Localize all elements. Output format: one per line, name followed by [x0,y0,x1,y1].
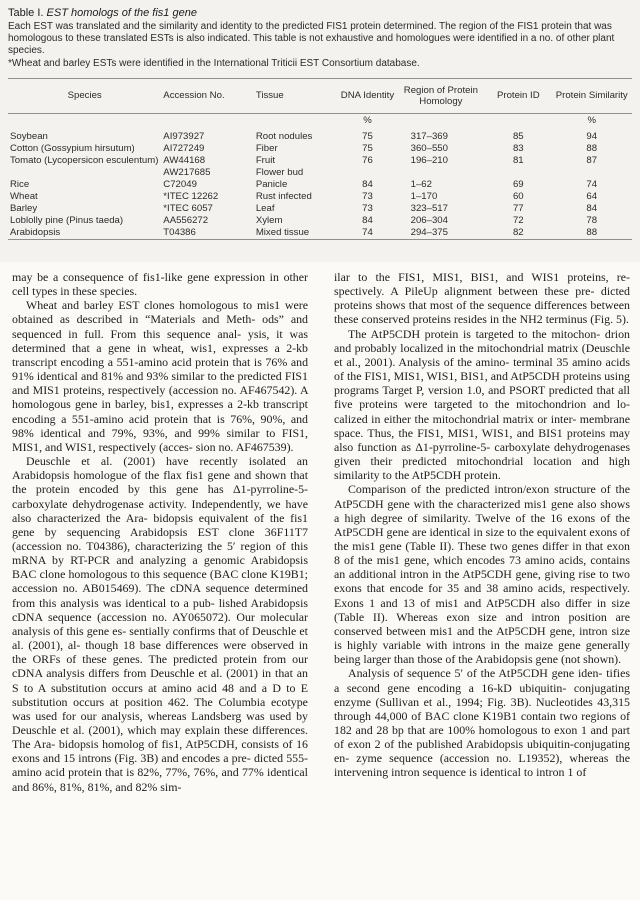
text-line: size to the equivalent exons of the mis1 gene (Table [334,524,631,553]
table-cell [552,167,633,179]
table-cell: 85 [512,130,524,142]
text-line: cDNA analysis differs from Deuschle et al. (2001) in [12,666,272,681]
text-line: drion and probably localized in the mitochondrial [334,326,630,355]
text-line: II). These two genes differ in that exon 8 of the mis1 [334,538,630,568]
table-cell: 88 [552,227,633,240]
col-header-protein-id: Protein ID [485,78,551,113]
text-line: intervening intron sequence is identical to intron 1 of [334,765,587,780]
text-line: proteins were targeted to the mitochondrion and lo- [359,397,630,412]
table-title-prefix: Table I. [8,7,44,19]
text-line: ORFs of these genes. The predicted protein from our [32,652,308,667]
text-line: 76%, 90%, and 98% identical and 79%, 93%, and 99% [12,411,309,440]
text-line: Arabidopsis EST clone 36F11T7 (accession no. [12,524,308,553]
text-line: gene, which encodes 73 amino acids, contains an [334,553,630,582]
table-cell [8,167,161,179]
text-line: sentially confirms that of Deuschle et al. (2001), al- [12,623,308,653]
table-cell: % [587,114,597,126]
table-cell: 196–210 [410,154,448,166]
table-cell [397,167,486,179]
text-line: of the 16 exons of the AtP5CDH gene are identical in [334,510,630,539]
text-line: gene also shows a high degree of similarity. Twelve [334,496,630,525]
text-line: Arabidopsis homologue of the flax fis1 gene and [12,468,252,483]
table-cell: 74 [338,227,396,240]
text-line: ysis, it was determined that a gene in wheat, wis1, [12,326,308,355]
table-cell: T04386 [161,227,254,240]
table-cell: Fiber [255,142,278,154]
table-cell [338,167,396,179]
table-cell: 1–62 [410,178,432,190]
table-cell: Leaf [255,202,275,214]
text-line: (2001), which may explain these differences. The Ara- [12,723,308,752]
table-cell: 317–369 [410,130,448,142]
text-line: two exons that encode for 35 and 38 amino acids, [334,567,630,596]
table-cell [161,113,254,131]
table-cell: 73 [362,202,373,214]
table-cell: Rust infected [255,190,312,202]
text-line: T04386), characterizing the 5′ region of this mRNA [12,538,308,568]
table-cell: 294–375 [397,227,486,240]
text-line: spectively. A PileUp alignment between these pre- [334,284,595,299]
text-line: dicted 555-amino acid protein that is 82%, 77%, 76%, [12,751,308,780]
table-row [8,215,632,227]
text-line: determined from this analysis was identical to a pub- [12,581,308,610]
table-cell [397,113,486,131]
text-line: those of the Arabidopsis gene (not shown). [417,652,622,667]
table-cell: *ITEC 6057 [163,202,213,214]
text-line: Analysis of sequence 5′ of the AtP5CDH gene iden- [348,666,603,681]
text-line: and a D to E substitution occurs at position 462. The [12,680,309,709]
table-row [8,179,632,191]
table-cell: 76 [362,154,373,166]
table-row [8,143,632,155]
table-cell: 88 [586,142,598,154]
table-row [8,191,632,203]
text-line: also differ in size (Table II). Whereas exon size and [334,595,630,624]
text-line: differences between these conserved proteins resides [334,298,630,327]
table-cell: AW217685 [163,166,211,178]
text-line: BIS1 proteins may also function as Δ1-pyrroline-5- [334,425,630,454]
text-line: calized in either the mitochondrial matrix or inter- [334,411,577,426]
text-line: that an S to A substitution occurs at amino acid 48 [12,666,308,695]
text-line: Δ1-pyrroline-5-carboxylate dehydrogenase activity. [12,482,308,511]
text-line: expresses a 2-kb transcript encoding a 551-amino [12,340,308,369]
text-line: of the AtP5CDH gene with the characterized mis1 [334,482,630,511]
text-line: whereas Landsberg was used by Deuschle et al. [12,708,308,737]
table-cell: 77 [512,202,524,214]
table-cell: 81 [512,154,524,166]
table-cell: 206–304 [410,214,448,226]
text-line: dicted proteins shows that most of the sequence [334,284,630,313]
text-line: ilar to the FIS1, MIS1, BIS1, and WIS1 proteins, re- [334,270,630,284]
text-line: BIS1, and AtP5CDH proteins using programs Target [334,369,630,398]
table-cell: Panicle [255,178,288,190]
text-line: P, version 1.0, and PSORT predicted that all five [334,383,630,412]
text-line: zyme sequence (accession no. L19352), whereas the [356,751,630,766]
text-line: by RT-PCR and analyzing a genomic Arabidopsis [52,553,308,568]
text-line: published Arabidopsis ubiquitin-conjugating en- [334,737,630,766]
table-cell: 360–550 [410,142,448,154]
text-line: sion no. AF467539). [195,439,294,454]
table-cell: 64 [586,190,598,202]
table-cell: 78 [586,214,598,226]
text-line: introns in the maize gene generally being larger than [334,638,630,667]
text-line: Nucleotides 43,315 through 44,000 of BAC clone [334,694,630,723]
table-cell: 82 [485,227,551,240]
text-line: The AtP5CDH protein is targeted to the mitochon- [348,326,601,341]
text-line: though 18 base differences were observed in the [12,638,308,667]
text-line: conjugating enzyme (Sullivan et al., 1994; Fig. 3B). [334,680,630,709]
text-line: lished Arabidopsis cDNA sequence (accession no. [12,595,308,624]
table-cell: AA556272 [163,214,209,226]
table-row [8,131,632,143]
text-line: tifies a second gene encoding a 16-kD ubiquitin- [334,666,630,695]
paragraph [334,327,630,483]
text-line: additional intron in the AtP5CDH gene, giving rise to [348,567,609,582]
text-line: acid protein that is 76% and 91% identical and 81% [12,354,309,384]
text-line: similar to FIS1, MIS1, and WIS1, respectively (acces- [12,425,308,454]
table-row [8,203,632,215]
table-row [8,227,632,240]
table-cell: Soybean [10,130,48,142]
text-line: bidopsis equivalent of the fis1 gene by sequencing [12,510,308,539]
table-cell: 1–170 [410,190,438,202]
text-line: transcript encoding a 551-amino acid protein that is [12,397,308,426]
col-header-tissue: Tissue [254,78,338,113]
col-header-accession: Accession No. [161,78,254,113]
table-cell: Fruit [255,154,275,166]
table-cell: Mixed tissue [254,227,338,240]
table-cell: 69 [512,178,524,190]
table-1 [0,0,640,262]
table-cell: 323–517 [410,202,448,214]
table-cell: 83 [512,142,524,154]
text-line: shown that the protein encoded by this gene has [12,468,308,497]
right-column [334,270,630,780]
table-cell [485,113,551,131]
table-cell: Xylem [255,214,283,226]
text-line: other cell types in these species. [12,270,308,299]
text-line: intron position are conserved between mis1 and the [334,609,630,638]
table-cell: Barley [10,202,38,214]
col-header-species: Species [8,78,161,113]
table-title [8,6,632,20]
table-cell: 74 [586,178,598,190]
text-line: in the NH2 terminus (Fig. 5). [489,312,629,327]
paragraph [12,454,308,794]
table-cell: 84 [362,178,373,190]
text-line: K19B1 contain two regions of 182 and 28 bp that are [334,708,630,737]
table-caption-line: homologous to these translated ESTs is also indicated. This table is not exhaustive and homologues were identified in a no. of other plant species. [8,33,615,57]
text-line: may be a consequence of fis1-like gene expression in [12,270,279,284]
text-line: 100% homologous to exon 1 and part of exon 2 of the [334,723,630,752]
table-cell: Loblolly pine (Pinus taeda) [10,214,124,226]
text-line: homologous gene in barley, bis1, expresses a 2-kb [12,397,259,412]
col-header-region: Region of Protein Homology [397,78,486,113]
text-line: and 93% similar to the predicted FIS1 and MIS1 [12,369,308,398]
text-line: Independently, we have also characterized the Ara- [12,496,308,525]
text-line: respectively. Exons 1 and 13 of mis1 and AtP5CDH [334,581,630,610]
text-line: terminal 35 amino acids of the FIS1, MIS1, WIS1, [334,354,630,384]
text-line: matrix (Deuschle et al., 2001). Analysis of the amino- [334,340,630,369]
text-line: BAC clone homologous to this sequence (BAC clone [12,567,268,582]
table-cell: 75 [362,142,373,154]
text-line: AtP5CDH gene, intron size is highly variable with [334,623,631,653]
table-cell: 87 [586,154,598,166]
table-header-row [8,78,632,113]
table-cell: % [363,114,372,126]
text-line: exons and 15 introns (Fig. 3B) and encodes a pre- [12,751,251,766]
text-line: mitochondrial location and high similarity to the [334,454,631,483]
table-cell: Arabidopsis [8,227,161,240]
text-line: Comparison of the predicted intron/exon structure [348,482,596,497]
text-line: bidopsis homolog of fis1, AtP5CDH, consists of 16 [58,737,308,752]
text-line: Columbia ecotype was used for our analysis, [12,694,308,723]
table-title-text: EST homologs of the fis1 gene [46,7,197,19]
paragraph [12,270,308,298]
table-cell [8,113,161,131]
table-cell: 72 [512,214,524,226]
table-caption-line: *Wheat and barley ESTs were identified in the International Triticii EST Consortium database. [8,57,420,69]
text-line: were obtained as described in “Materials and Meth- [12,298,308,327]
table-cell: AW44168 [163,154,206,166]
col-header-protein-similarity: Protein Similarity [552,78,633,113]
table-cell: 73 [362,190,373,202]
text-line: AY065072). Our molecular analysis of this gene es- [12,609,308,638]
paragraph [334,666,630,779]
table-cell: Rice [10,178,30,190]
table-cell: 60 [512,190,524,202]
table-cell: Flower bud [255,166,304,178]
text-line: and 77% identical and 86%, 81%, 81%, and 82% sim- [12,765,308,794]
table-cell: 84 [586,202,598,214]
table-cell: Tomato (Lycopersicon esculentum) [10,154,159,166]
table-cell: Wheat [10,190,38,202]
table-caption-line: Each EST was translated and the similarity and identity to the predicted FIS1 protein determined. The region of the FIS1 protein that was [8,21,612,32]
text-line: Wheat and barley EST clones homologous to mis1 [26,298,281,313]
table-cell: AI727249 [163,142,205,154]
table-cell: Root nodules [255,130,313,142]
text-line: carboxylate dehydrogenases given their predicted [334,439,631,469]
table-cell: *ITEC 12262 [163,190,219,202]
paragraph [334,482,630,666]
table-cell: Cotton (Gossypium hirsutum) [10,142,135,154]
col-header-dna-identity: DNA Identity [338,78,396,113]
est-homologs-table [8,78,632,240]
table-row [8,155,632,167]
text-line: K19B1; accession no. AB015469). The cDNA sequence [12,567,308,596]
text-line: membrane space. Thus, the FIS1, MIS1, WIS1, and [334,411,630,440]
table-caption [8,21,632,70]
text-line: ods” and sequenced in full. From this sequence anal- [12,312,308,341]
left-column [12,270,308,794]
table-cell [254,113,338,131]
table-unit-row [8,113,632,131]
paragraph [334,270,630,327]
table-row [8,167,632,179]
body-text [0,262,640,900]
table-cell: C72049 [163,178,197,190]
table-cell: AI973927 [163,130,205,142]
table-cell: 75 [362,130,373,142]
paragraph [12,298,308,454]
text-line: proteins, respectively (accession no. AF467542). A [63,383,308,398]
table-cell: 84 [362,214,373,226]
text-line: AtP5CDH protein. [411,468,501,483]
text-line: Deuschle et al. (2001) have recently isolated an [26,454,308,469]
table-cell: 94 [586,130,598,142]
table-cell [485,167,551,179]
